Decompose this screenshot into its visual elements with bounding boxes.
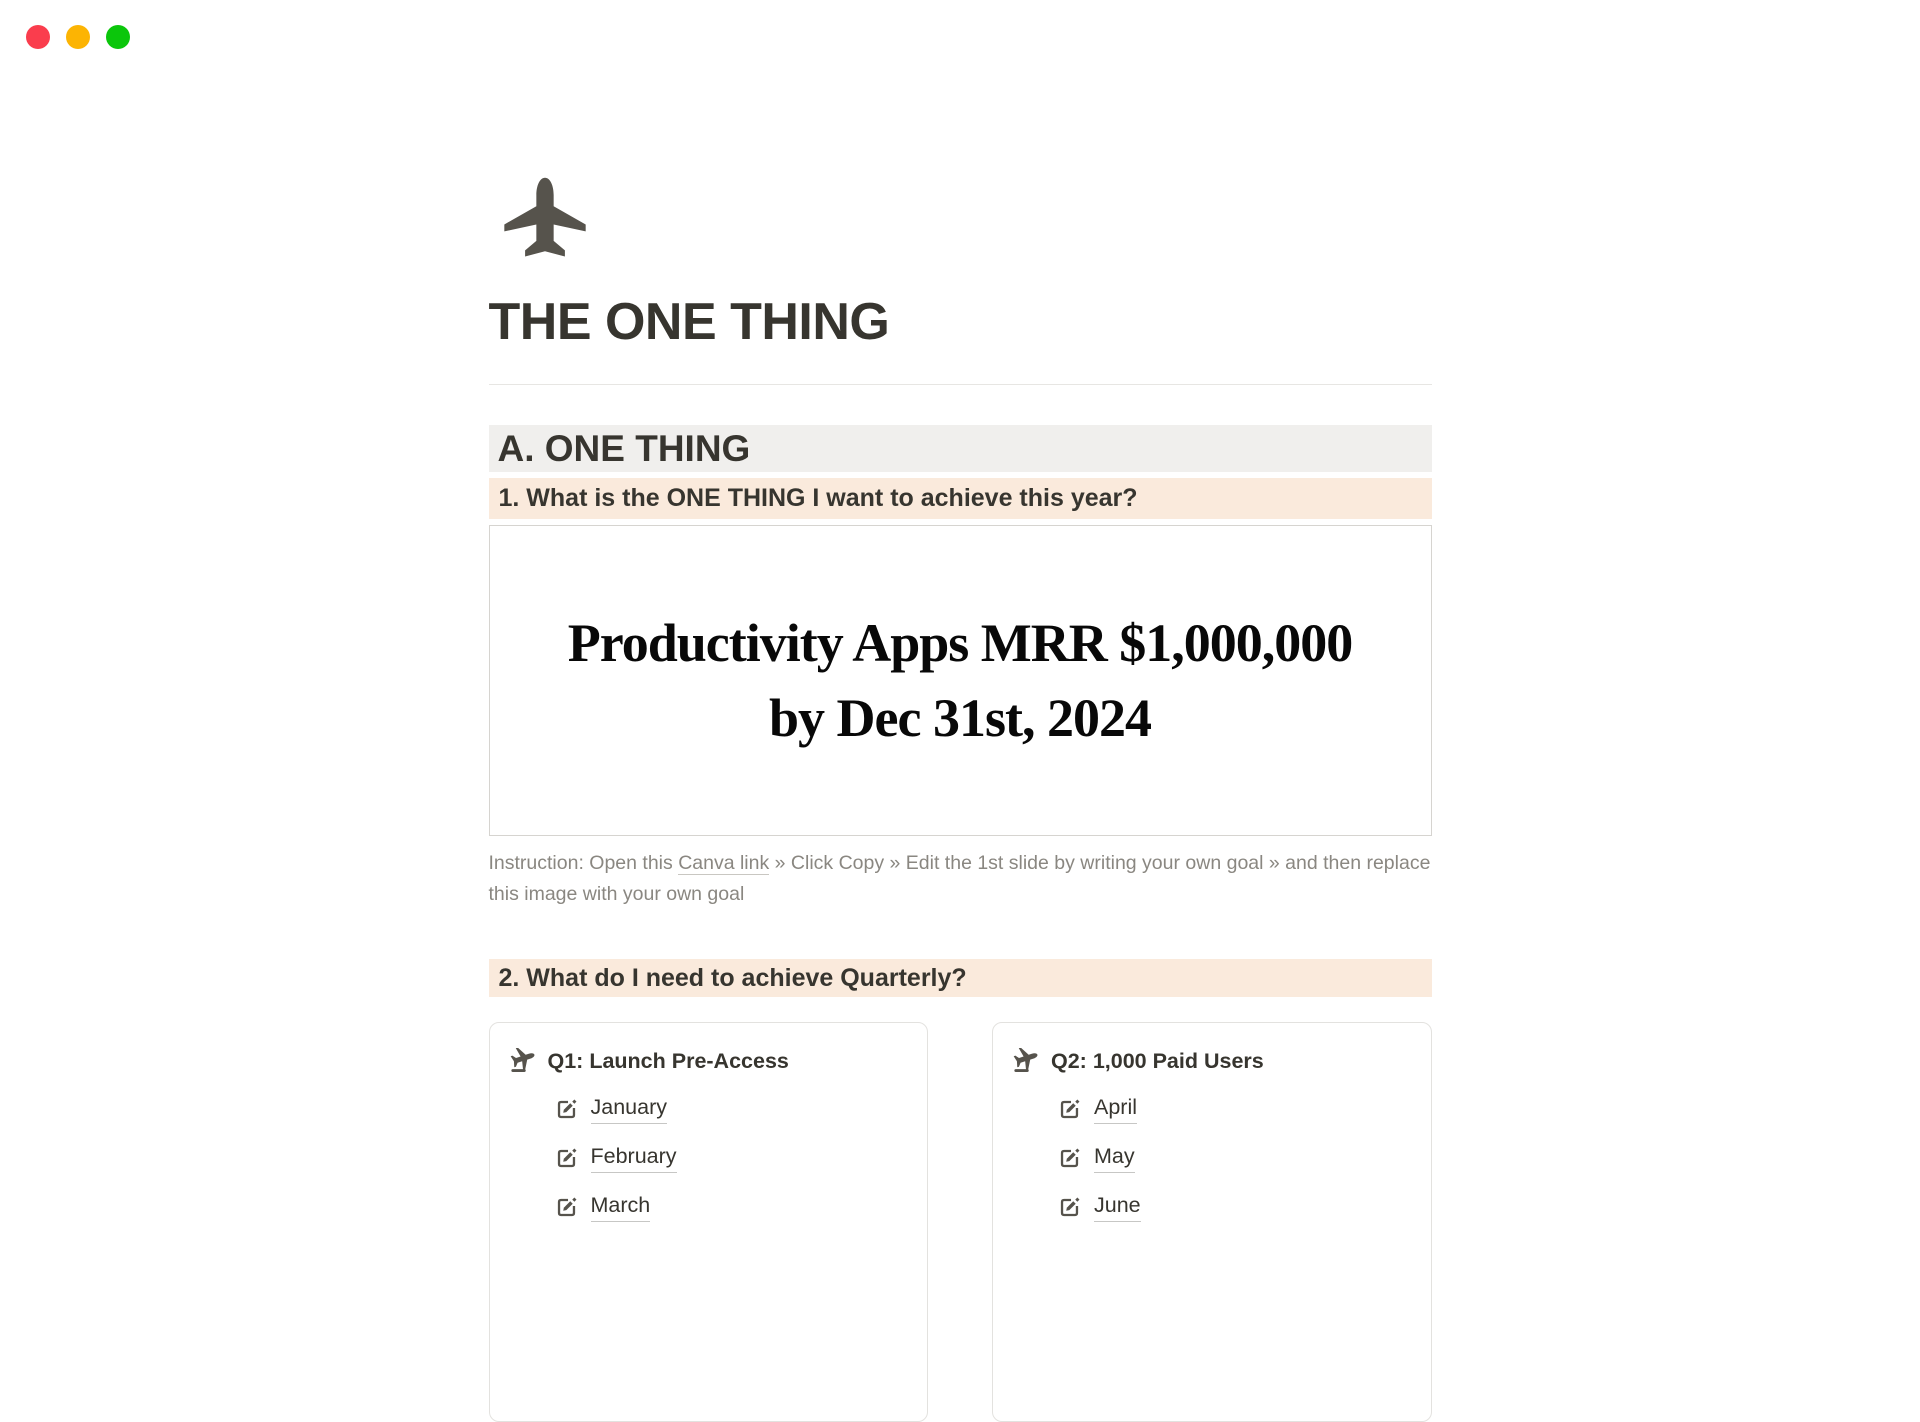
goal-image[interactable] xyxy=(489,525,1432,836)
question-2-label: 2. What do I need to achieve Quarterly? xyxy=(498,963,967,992)
close-button[interactable] xyxy=(26,25,50,49)
airplane-departure-icon xyxy=(508,1048,535,1075)
month-label: May xyxy=(1094,1144,1135,1173)
title-divider xyxy=(489,384,1432,385)
month-label: March xyxy=(591,1193,651,1222)
page-edit-icon xyxy=(555,1098,578,1121)
page-edit-icon xyxy=(555,1147,578,1170)
page-content xyxy=(489,0,1432,1422)
section-heading: A. ONE THING xyxy=(497,427,751,469)
section-heading-band xyxy=(489,425,1432,472)
month-link-january[interactable] xyxy=(555,1095,910,1124)
canva-link[interactable]: Canva link xyxy=(678,852,770,875)
instruction-caption xyxy=(489,848,1432,910)
quarter-card-heading xyxy=(1011,1048,1413,1075)
month-link-june[interactable] xyxy=(1058,1193,1413,1222)
month-list xyxy=(555,1095,910,1221)
quarter-card-title: Q2: 1,000 Paid Users xyxy=(1051,1049,1264,1074)
zoom-button[interactable] xyxy=(106,25,130,49)
month-list xyxy=(1058,1095,1413,1221)
quarter-cards-row xyxy=(489,1022,1432,1422)
month-link-may[interactable] xyxy=(1058,1144,1413,1173)
airplane-departure-icon xyxy=(1011,1048,1038,1075)
quarter-card-heading xyxy=(508,1048,910,1075)
page-edit-icon xyxy=(555,1196,578,1219)
question-2-band xyxy=(489,959,1432,997)
window-controls xyxy=(26,25,130,49)
quarter-card-title: Q1: Launch Pre-Access xyxy=(547,1049,789,1074)
goal-text-line-1: Productivity Apps MRR $1,000,000 xyxy=(567,613,1353,674)
page-title: THE ONE THING xyxy=(488,293,890,351)
month-label: January xyxy=(591,1095,668,1124)
airplane-icon[interactable] xyxy=(501,176,589,266)
month-label: February xyxy=(591,1144,677,1173)
instruction-suffix: » Click Copy » Edit the 1st slide by writing your own goal » and then replace this image with your own goal xyxy=(488,852,1431,906)
month-link-march[interactable] xyxy=(555,1193,910,1222)
month-link-april[interactable] xyxy=(1058,1095,1413,1124)
month-link-february[interactable] xyxy=(555,1144,910,1173)
page-edit-icon xyxy=(1058,1098,1081,1121)
page-edit-icon xyxy=(1058,1196,1081,1219)
goal-text-line-2: by Dec 31st, 2024 xyxy=(769,687,1151,748)
quarter-card-q1 xyxy=(489,1022,929,1422)
instruction-prefix: Instruction: Open this xyxy=(488,852,679,875)
month-label: June xyxy=(1094,1193,1141,1222)
month-label: April xyxy=(1094,1095,1137,1124)
question-1-band xyxy=(489,478,1432,519)
page-edit-icon xyxy=(1058,1147,1081,1170)
quarter-card-q2 xyxy=(992,1022,1432,1422)
question-1-label: 1. What is the ONE THING I want to achieve this year? xyxy=(498,484,1138,513)
minimize-button[interactable] xyxy=(66,25,90,49)
